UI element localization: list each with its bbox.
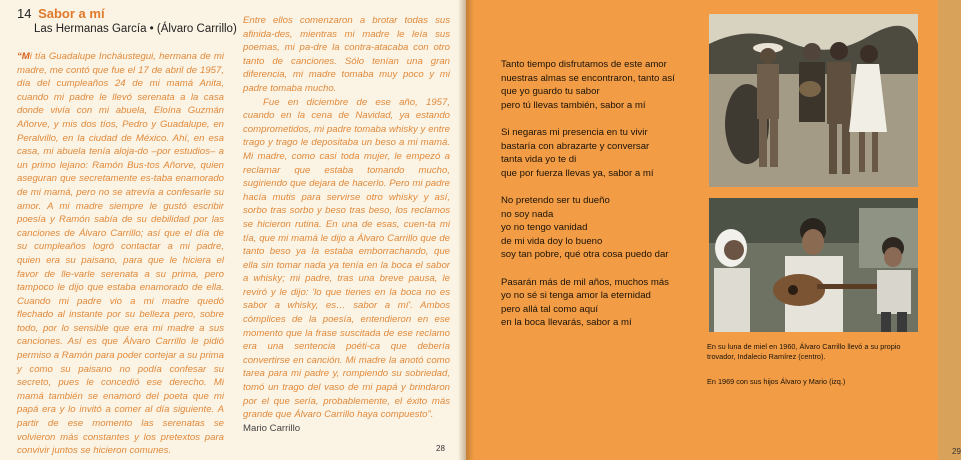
track-heading bbox=[17, 6, 105, 21]
lyric-line: tanta vida yo te di bbox=[501, 154, 577, 166]
essay-column-2 bbox=[243, 14, 450, 435]
essay-paragraph-3: Fue en diciembre de ese año, 1957, cuando en la cena de Navidad, ya estando comprometidos, mi padre tomaba whisky y entre trago y trago le depositaba un beso a mi mamá. Mi madre, como casi toda mujer, le empezó a reclamar que estaba tomando mucho, sugiriendo que dejara de hacerlo. Pero mi padre hacía mutis para servirse otro whisky y así, sorbo tras sorbo y beso tras beso, los reclamos se hicieron rutina. En una de esas, cuen-ta mi tía, que mi mamá le dijo a Álvaro Carrillo que de tanto beso ya la estaba emborrachando, que ella sin tomar nada ya tenía en la boca el sabor a whisky; mi padre, tras una breve pausa, le reviró y le dijo: 'lo que tienes en la boca no es sabor a whisky, es… sabor a mí'. Ambos cómplices de la poesía, entendieron en ese momento que la frase suscitada de ese reclamo era una sentencia poéti-ca que debería convertirse en canción. Mi madre la anotó como tarea para mi padre y, rompiendo su sobriedad, tomó un trago del vaso de mi papá y brindaron por el que sería, probablemente, el éxito más grande que Álvaro Carrillo haya compuesto”. bbox=[243, 96, 450, 421]
lyric-line: que yo guardo tu sabor bbox=[501, 86, 600, 98]
lyric-line: en la boca llevarás, sabor a mí bbox=[501, 317, 632, 329]
lyric-line: yo no sé si tenga amor la eternidad bbox=[501, 290, 651, 302]
lyric-line: soy tan pobre, qué otra cosa puedo dar bbox=[501, 249, 669, 261]
photo-caption-1: En su luna de miel en 1960, Álvaro Carrillo llevó a su propio trovador, Indalecio Ramírez (centro). bbox=[707, 342, 901, 361]
lyric-line: que por fuerza llevas ya, sabor a mí bbox=[501, 167, 654, 179]
guitar-family-illustration bbox=[709, 198, 918, 332]
essay-signature: Mario Carrillo bbox=[243, 422, 301, 434]
lyric-line: pero tú llevas también, sabor a mí bbox=[501, 99, 646, 111]
left-page bbox=[0, 0, 466, 460]
lyric-line: Tanto tiempo disfrutamos de este amor bbox=[501, 59, 667, 70]
lyric-line: yo no tengo vanidad bbox=[501, 222, 588, 234]
lyric-line: no soy nada bbox=[501, 208, 554, 220]
page-number-left: 28 bbox=[436, 444, 445, 453]
honeymoon-photo bbox=[709, 14, 918, 187]
lyric-line: Si negaras mi presencia en tu vivir bbox=[501, 126, 648, 138]
essay-column-1 bbox=[17, 50, 224, 458]
lyric-line: de mi vida doy lo bueno bbox=[501, 235, 603, 247]
lyrics-stanza bbox=[501, 194, 701, 262]
lyric-line: bastaría con abrazarte y conversar bbox=[501, 140, 650, 152]
lyrics-stanza bbox=[501, 58, 701, 112]
page-number-right: 29 bbox=[952, 447, 961, 456]
track-title: Sabor a mí bbox=[38, 6, 105, 21]
family-photo bbox=[709, 198, 918, 332]
essay-paragraph-2: Entre ellos comenzaron a brotar todas sus afinida-des, mientras mi madre le leía sus poemas, mi pa-dre la contra-atacaba con otro tanto de canciones. Sólo tenían una gran diferencia, mi madre tomaba muy poco y mi padre tomaba mucho. bbox=[243, 15, 450, 94]
essay-paragraph-1: i tía Guadalupe Incháustegui, hermana de mi madre, me contó que fue el 17 de abril de 1957, día del cumpleaños 24 de mi mamá Anita, cuando mi padre le llevó serenata a la casa donde vivía con mi abuela, Eloína Guzmán Añorve, y mis dos tíos, Pedro y Guadalupe, en Peralvillo, en la ciudad de México. Ahí, en esa casa, mi abuela tenía aloja-do –por estudios– a un primo lejano: Ramón Bus-tos Añorve, quien aseguran que secretamente es-taba enamorado de mi mamá, pero no se atrevía a confesarle su amor. A mi madre siempre le gustó escribir poesía y Ramón sabía de su debilidad por las canciones de Álvaro Carrillo; así que el día de su cumpleaños logró contactar a mi padre, quien era su paisano, para que le hiciera el favor de lle-varle serenata a su prima, pero tampoco le dijo que estaba enamorado de ella. Cuando mi padre vio a mi madre quedó flechado al instante por su belleza pero, sobre todo, por lo sensible que era mi madre a sus canciones. Así es que Álvaro Carrillo le pidió permiso a Ramón para poder cortejar a su prima y como su paisano no podía confesar su secreto, pues le concedió ese derecho. Mi mamá también se enamoró del poeta que mi papá era y lo invitó a comer al día siguiente. A partir de ese momento las serenatas se volvieron más constantes y los pretextos para convivir juntos se hicieron comunes. bbox=[17, 51, 224, 457]
beach-group-illustration bbox=[709, 14, 918, 187]
lyric-line: Pasarán más de mil años, muchos más bbox=[501, 276, 669, 288]
photo-caption-2: En 1969 con sus hijos Álvaro y Mario (izq.) bbox=[707, 377, 846, 386]
lyric-line: No pretendo ser tu dueño bbox=[501, 194, 610, 206]
lyric-line: nuestras almas se encontraron, tanto así bbox=[501, 72, 675, 84]
track-number: 14 bbox=[17, 6, 32, 21]
song-lyrics bbox=[501, 58, 701, 343]
track-artist: Las Hermanas García • (Álvaro Carrillo) bbox=[34, 23, 237, 35]
lyric-line: pero allá tal como aquí bbox=[501, 303, 599, 315]
drop-cap: “M bbox=[17, 51, 30, 62]
book-gutter bbox=[458, 0, 474, 460]
lyrics-stanza bbox=[501, 276, 701, 330]
lyrics-stanza bbox=[501, 126, 701, 180]
